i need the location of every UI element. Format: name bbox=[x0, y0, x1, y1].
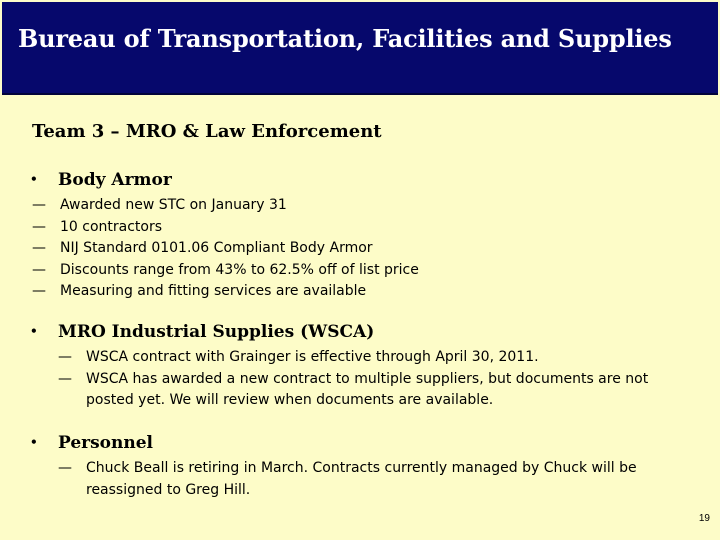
list-item bbox=[58, 369, 700, 412]
dash-icon: — bbox=[32, 197, 46, 213]
dash-icon: — bbox=[58, 349, 72, 365]
section-heading bbox=[30, 169, 700, 192]
dash-icon: — bbox=[58, 370, 72, 387]
dash-icon: — bbox=[32, 283, 46, 299]
slide-title: Bureau of Transportation, Facilities and Supplies bbox=[18, 24, 672, 53]
list-item-text: Chuck Beall is retiring in March. Contracts currently managed by Chuck will be reassigned to Greg Hill. bbox=[86, 460, 637, 498]
dash-icon: — bbox=[32, 240, 46, 256]
bullet-icon: • bbox=[30, 172, 38, 186]
sub-bullet-list bbox=[58, 458, 700, 501]
section-heading-text: Personnel bbox=[58, 433, 154, 453]
list-item bbox=[32, 195, 700, 217]
section-heading-text: Body Armor bbox=[58, 170, 172, 190]
list-item-text: Measuring and fitting services are available bbox=[60, 283, 367, 299]
section-heading bbox=[30, 432, 700, 455]
list-item-text: WSCA contract with Grainger is effective through April 30, 2011. bbox=[86, 349, 539, 365]
sub-bullet-list bbox=[58, 347, 700, 412]
section-mro-industrial-supplies bbox=[30, 321, 700, 412]
list-item bbox=[58, 458, 700, 501]
dash-icon: — bbox=[32, 261, 46, 278]
page-number: 19 bbox=[698, 513, 710, 524]
list-item bbox=[32, 281, 700, 303]
section-heading-text: MRO Industrial Supplies (WSCA) bbox=[58, 322, 375, 342]
list-item-text: Awarded new STC on January 31 bbox=[60, 197, 287, 213]
list-item-text: WSCA has awarded a new contract to multiple suppliers, but documents are not posted yet. We will review when documents are available. bbox=[86, 370, 649, 408]
dash-icon: — bbox=[32, 218, 46, 235]
bullet-icon: • bbox=[30, 324, 38, 338]
section-heading bbox=[30, 321, 700, 344]
list-item bbox=[32, 217, 700, 239]
list-item bbox=[32, 260, 700, 282]
bullet-icon: • bbox=[30, 435, 38, 449]
slide-subtitle: Team 3 – MRO & Law Enforcement bbox=[32, 121, 382, 142]
section-body-armor bbox=[30, 169, 700, 303]
list-item bbox=[32, 238, 700, 260]
list-item-text: Discounts range from 43% to 62.5% off of list price bbox=[60, 261, 419, 278]
list-item bbox=[58, 347, 700, 369]
sub-bullet-list bbox=[32, 195, 700, 303]
section-personnel bbox=[30, 432, 700, 501]
dash-icon: — bbox=[58, 460, 72, 476]
list-item-text: NIJ Standard 0101.06 Compliant Body Armor bbox=[60, 240, 373, 256]
list-item-text: 10 contractors bbox=[60, 218, 163, 235]
title-bar bbox=[2, 2, 718, 95]
